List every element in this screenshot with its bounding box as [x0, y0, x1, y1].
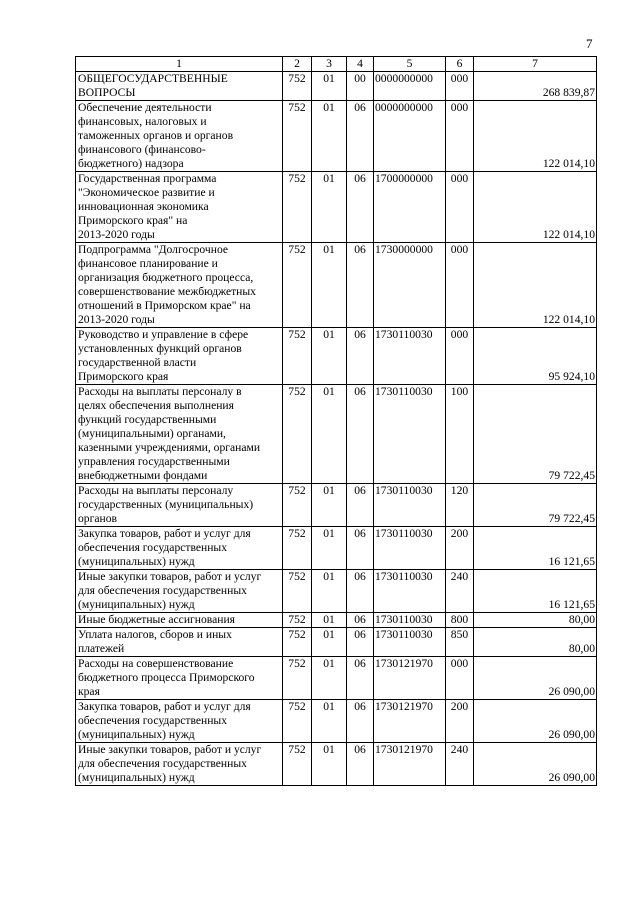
- row-subsection: 06: [347, 243, 374, 328]
- row-subsection: 06: [347, 172, 374, 243]
- row-subsection: 06: [347, 743, 374, 786]
- row-target-article: 1700000000: [374, 172, 446, 243]
- col-header-3: 3: [312, 57, 347, 72]
- col-header-2: 2: [283, 57, 312, 72]
- table-row: [76, 172, 597, 243]
- col-header-5: 5: [374, 57, 446, 72]
- row-name: Подпрограмма "Долгосрочное финансовое планирование и организация бюджетного процесса, совершенствование межбюджетных отношений в Приморском крае" на 2013-2020 годы: [76, 243, 283, 328]
- row-admin-code: 752: [283, 484, 312, 527]
- row-subsection: 06: [347, 527, 374, 570]
- row-subsection: 06: [347, 657, 374, 700]
- row-section: 01: [312, 72, 347, 101]
- row-name: ОБЩЕГОСУДАРСТВЕННЫЕ ВОПРОСЫ: [76, 72, 283, 101]
- row-name: Иные закупки товаров, работ и услуг для обеспечения государственных (муниципальных) нужд: [76, 570, 283, 613]
- row-amount: 80,00: [474, 613, 597, 628]
- row-name: Государственная программа "Экономическое развитие и инновационная экономика Приморского края" на 2013-2020 годы: [76, 172, 283, 243]
- row-amount: 79 722,45: [474, 385, 597, 484]
- row-subsection: 06: [347, 613, 374, 628]
- row-amount: 95 924,10: [474, 328, 597, 385]
- row-target-article: 1730110030: [374, 328, 446, 385]
- table-row: [76, 743, 597, 786]
- row-expense-type: 240: [446, 743, 474, 786]
- row-amount: 26 090,00: [474, 700, 597, 743]
- row-expense-type: 000: [446, 328, 474, 385]
- row-amount: 122 014,10: [474, 172, 597, 243]
- header-row: [76, 57, 597, 72]
- row-section: 01: [312, 172, 347, 243]
- row-section: 01: [312, 743, 347, 786]
- row-admin-code: 752: [283, 657, 312, 700]
- row-expense-type: 000: [446, 101, 474, 172]
- row-section: 01: [312, 700, 347, 743]
- table-row: [76, 700, 597, 743]
- row-amount: 16 121,65: [474, 527, 597, 570]
- row-target-article: 1730110030: [374, 613, 446, 628]
- row-admin-code: 752: [283, 172, 312, 243]
- row-section: 01: [312, 385, 347, 484]
- row-expense-type: 850: [446, 628, 474, 657]
- row-admin-code: 752: [283, 243, 312, 328]
- row-admin-code: 752: [283, 613, 312, 628]
- row-expense-type: 200: [446, 527, 474, 570]
- row-amount: 268 839,87: [474, 72, 597, 101]
- col-header-4: 4: [347, 57, 374, 72]
- row-expense-type: 800: [446, 613, 474, 628]
- row-name: Обеспечение деятельности финансовых, налоговых и таможенных органов и органов финансового (финансово- бюджетного) надзора: [76, 101, 283, 172]
- table-row: [76, 527, 597, 570]
- row-amount: 79 722,45: [474, 484, 597, 527]
- row-name: Закупка товаров, работ и услуг для обеспечения государственных (муниципальных) нужд: [76, 700, 283, 743]
- row-target-article: 0000000000: [374, 72, 446, 101]
- row-admin-code: 752: [283, 328, 312, 385]
- row-subsection: 06: [347, 328, 374, 385]
- row-amount: 122 014,10: [474, 101, 597, 172]
- row-amount: 26 090,00: [474, 743, 597, 786]
- row-admin-code: 752: [283, 700, 312, 743]
- col-header-6: 6: [446, 57, 474, 72]
- row-expense-type: 240: [446, 570, 474, 613]
- row-section: 01: [312, 328, 347, 385]
- row-expense-type: 000: [446, 72, 474, 101]
- row-amount: 122 014,10: [474, 243, 597, 328]
- row-name: Иные бюджетные ассигнования: [76, 613, 283, 628]
- row-name: Уплата налогов, сборов и иных платежей: [76, 628, 283, 657]
- row-name: Расходы на выплаты персоналу государственных (муниципальных) органов: [76, 484, 283, 527]
- row-section: 01: [312, 613, 347, 628]
- row-section: 01: [312, 570, 347, 613]
- table-row: [76, 328, 597, 385]
- row-target-article: 1730121970: [374, 657, 446, 700]
- row-target-article: 1730121970: [374, 700, 446, 743]
- table-row: [76, 72, 597, 101]
- row-admin-code: 752: [283, 527, 312, 570]
- row-amount: 26 090,00: [474, 657, 597, 700]
- row-admin-code: 752: [283, 385, 312, 484]
- row-admin-code: 752: [283, 570, 312, 613]
- row-name: Закупка товаров, работ и услуг для обеспечения государственных (муниципальных) нужд: [76, 527, 283, 570]
- row-target-article: 1730110030: [374, 570, 446, 613]
- row-subsection: 06: [347, 101, 374, 172]
- row-target-article: 0000000000: [374, 101, 446, 172]
- row-admin-code: 752: [283, 743, 312, 786]
- row-section: 01: [312, 243, 347, 328]
- table-row: [76, 101, 597, 172]
- row-name: Руководство и управление в сфере установленных функций органов государственной власти Приморского края: [76, 328, 283, 385]
- row-subsection: 06: [347, 484, 374, 527]
- row-expense-type: 100: [446, 385, 474, 484]
- row-expense-type: 000: [446, 172, 474, 243]
- row-section: 01: [312, 527, 347, 570]
- row-subsection: 06: [347, 570, 374, 613]
- col-header-1: 1: [76, 57, 283, 72]
- row-expense-type: 120: [446, 484, 474, 527]
- row-target-article: 1730000000: [374, 243, 446, 328]
- row-name: Расходы на совершенствование бюджетного процесса Приморского края: [76, 657, 283, 700]
- table-row: [76, 484, 597, 527]
- row-target-article: 1730121970: [374, 743, 446, 786]
- row-amount: 80,00: [474, 628, 597, 657]
- row-target-article: 1730110030: [374, 527, 446, 570]
- table-row: [76, 628, 597, 657]
- row-section: 01: [312, 101, 347, 172]
- page-number: 7: [586, 36, 593, 51]
- row-target-article: 1730110030: [374, 484, 446, 527]
- row-amount: 16 121,65: [474, 570, 597, 613]
- budget-table: [75, 56, 597, 786]
- row-admin-code: 752: [283, 628, 312, 657]
- table-row: [76, 657, 597, 700]
- row-expense-type: 000: [446, 657, 474, 700]
- row-subsection: 06: [347, 628, 374, 657]
- table-row: [76, 570, 597, 613]
- row-section: 01: [312, 628, 347, 657]
- row-admin-code: 752: [283, 72, 312, 101]
- row-subsection: 06: [347, 385, 374, 484]
- row-expense-type: 200: [446, 700, 474, 743]
- row-section: 01: [312, 657, 347, 700]
- row-name: Иные закупки товаров, работ и услуг для обеспечения государственных (муниципальных) нужд: [76, 743, 283, 786]
- row-expense-type: 000: [446, 243, 474, 328]
- table-row: [76, 613, 597, 628]
- row-target-article: 1730110030: [374, 628, 446, 657]
- row-name: Расходы на выплаты персоналу в целях обеспечения выполнения функций государственными (муниципальными) органами, казенными учреждениями, органами управления государственными внебюджетными фондами: [76, 385, 283, 484]
- col-header-7: 7: [474, 57, 597, 72]
- table-row: [76, 385, 597, 484]
- row-subsection: 06: [347, 700, 374, 743]
- row-section: 01: [312, 484, 347, 527]
- row-subsection: 00: [347, 72, 374, 101]
- row-admin-code: 752: [283, 101, 312, 172]
- table-row: [76, 243, 597, 328]
- row-target-article: 1730110030: [374, 385, 446, 484]
